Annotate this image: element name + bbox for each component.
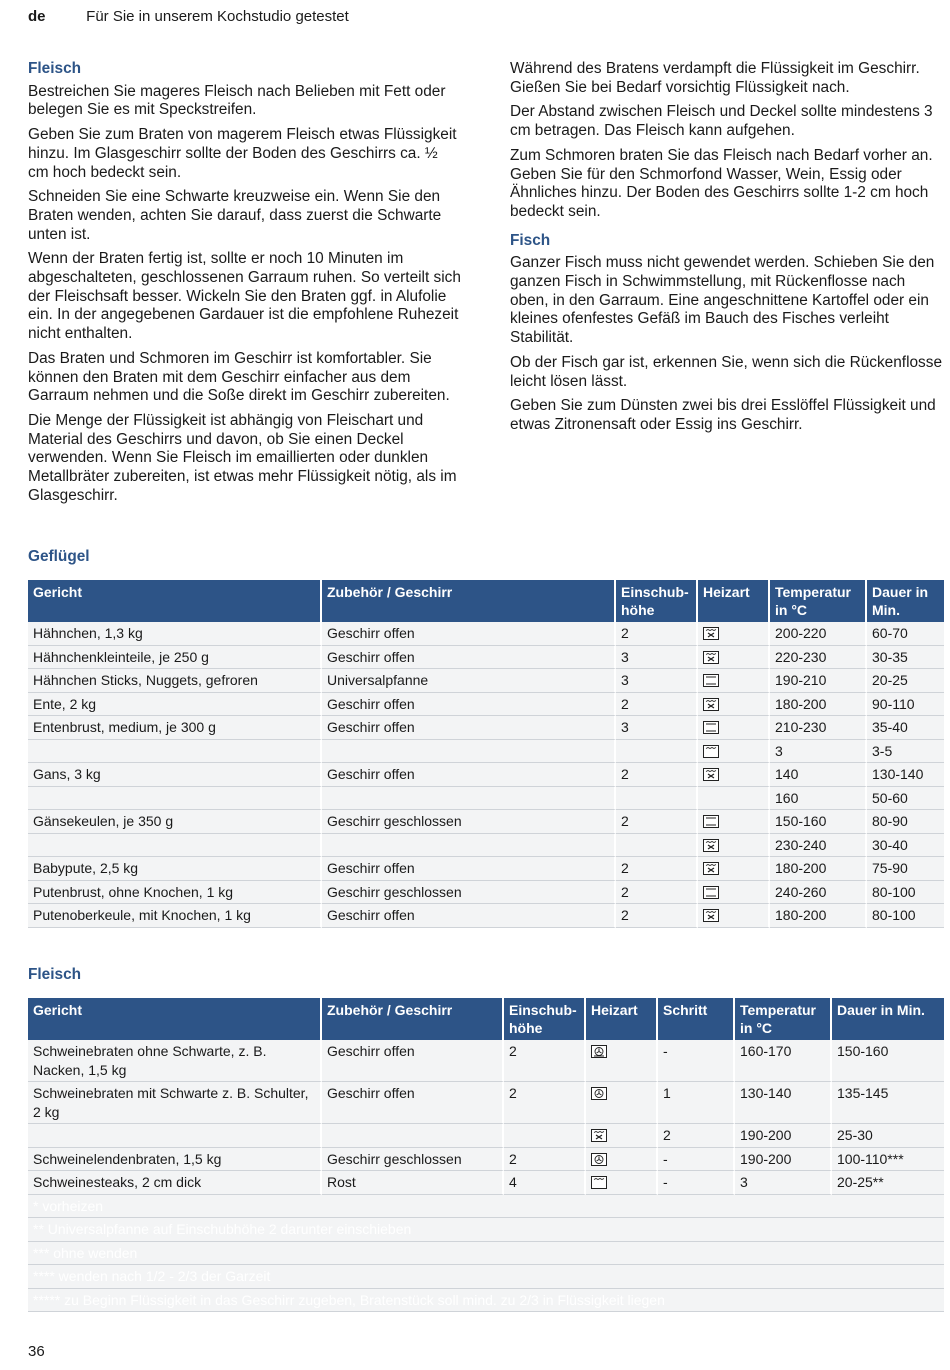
column-header: Zubehör / Geschirr [322, 580, 616, 622]
shelf-level-cell: 2 [616, 857, 698, 881]
column-header: Temperatur in °C [735, 998, 832, 1040]
heating-mode-cell [698, 740, 770, 764]
column-header: Schritt [658, 998, 735, 1040]
footnote-row [28, 1289, 944, 1313]
accessory-cell: Geschirr offen [322, 1082, 504, 1124]
column-header: Temperatur in °C [770, 580, 867, 622]
duration-cell: 35-40 [867, 716, 944, 740]
paragraph: Zum Schmoren braten Sie das Fleisch nach Bedarf vorher an. Geben Sie für den Schmorfond Wasser, Wein, Essig oder Ähnliches hinzu. Der Boden des Geschirrs sollte 1-2 cm hoch bedeckt sein. [510, 146, 933, 220]
column-header: Einschub-höhe [616, 580, 698, 622]
duration-cell: 150-160 [832, 1040, 944, 1082]
heating-mode-cell [698, 787, 770, 811]
temperature-cell: 3 [735, 1171, 832, 1195]
table-row [28, 1082, 944, 1124]
table-row [28, 1171, 944, 1195]
heating-mode-cell [586, 1082, 658, 1124]
accessory-cell: Geschirr geschlossen [322, 810, 616, 834]
meat-heading: Fleisch [28, 60, 82, 77]
shelf-level-cell [504, 1124, 586, 1148]
heating-mode-cell [586, 1148, 658, 1172]
accessory-cell: Rost [322, 1171, 504, 1195]
step-cell: - [658, 1148, 735, 1172]
temperature-cell: 130-140 [735, 1082, 832, 1124]
duration-cell: 90-110 [867, 693, 944, 717]
shelf-level-cell: 2 [504, 1148, 586, 1172]
accessory-cell [322, 834, 616, 858]
circulating-air-icon [591, 1043, 607, 1059]
dish-cell: Gänsekeulen, je 350 g [28, 810, 322, 834]
poultry-table [28, 580, 944, 928]
accessory-cell: Geschirr offen [322, 693, 616, 717]
duration-cell: 130-140 [867, 763, 944, 787]
column-header: Gericht [28, 580, 322, 622]
table-row [28, 1040, 944, 1082]
shelf-level-cell: 2 [504, 1040, 586, 1082]
top-bottom-heat-icon [703, 672, 719, 688]
step-cell: - [658, 1040, 735, 1082]
footnote-row [28, 1242, 944, 1266]
accessory-cell: Geschirr offen [322, 763, 616, 787]
heating-mode-cell [698, 904, 770, 928]
grill-fan-icon [703, 837, 719, 853]
step-cell: 2 [658, 1124, 735, 1148]
paragraph: Ganzer Fisch muss nicht gewendet werden. Schieben Sie den ganzen Fisch in Schwimmstellung, mit Rückenflosse nach oben, in den Garraum. Eine angeschnittene Kartoffel oder ein kleines ofenfestes Gefäß im Bauch des Fisches verleiht Stabilität. [510, 254, 935, 347]
shelf-level-cell: 2 [616, 810, 698, 834]
grill-fan-icon [591, 1127, 607, 1143]
dish-cell: Schweinebraten ohne Schwarte, z. B. Nacken, 1,5 kg [28, 1040, 322, 1082]
table-row [28, 646, 944, 670]
header-title: Für Sie in unserem Kochstudio getestet [86, 8, 349, 25]
temperature-cell: 160 [770, 787, 867, 811]
table-row [28, 787, 944, 811]
table-row [28, 1124, 944, 1148]
table-row [28, 622, 944, 646]
duration-cell: 50-60 [867, 787, 944, 811]
table-row [28, 881, 944, 905]
table-row [28, 693, 944, 717]
paragraph: Wenn der Braten fertig ist, sollte er noch 10 Minuten im abgeschalteten, geschlossenen Garraum ruhen. So verteilt sich der Fleischsaft besser. Wickeln Sie den Braten ggf. in Alufolie ein. In der angegebenen Gardauer ist die empfohlene Ruhezeit nicht enthalten. [28, 250, 461, 343]
table-row [28, 1148, 944, 1172]
shelf-level-cell: 3 [616, 646, 698, 670]
paragraph: Das Braten und Schmoren im Geschirr ist komfortabler. Sie können den Braten mit dem Geschirr einfacher aus dem Garraum nehmen und die Soße direkt im Geschirr zubereiten. [28, 349, 450, 405]
temperature-cell: 220-230 [770, 646, 867, 670]
dish-cell: Hähnchen Sticks, Nuggets, gefroren [28, 669, 322, 693]
table-row [28, 857, 944, 881]
shelf-level-cell: 3 [616, 716, 698, 740]
footnote: ** Universalpfanne auf Einschubhöhe 2 darunter einschieben [28, 1218, 944, 1242]
page-number: 36 [28, 1343, 45, 1360]
meat-table-title: Fleisch [28, 966, 82, 983]
grill-fan-icon [703, 907, 719, 923]
column-header: Gericht [28, 998, 322, 1040]
paragraph: Ob der Fisch gar ist, erkennen Sie, wenn sich die Rückenflosse leicht lösen lässt. [510, 353, 943, 390]
footnote: ***** zu Beginn Flüssigkeit in das Geschirr zugeben, Bratenstück soll mind. zu 2/3 in Flüssigkeit liegen [28, 1289, 944, 1313]
shelf-level-cell: 2 [616, 881, 698, 905]
hot-air-icon [591, 1151, 607, 1167]
temperature-cell: 240-260 [770, 881, 867, 905]
dish-cell: Schweinesteaks, 2 cm dick [28, 1171, 322, 1195]
accessory-cell: Geschirr offen [322, 857, 616, 881]
accessory-cell: Geschirr geschlossen [322, 881, 616, 905]
accessory-cell [322, 1124, 504, 1148]
paragraph: Bestreichen Sie mageres Fleisch nach Belieben mit Fett oder belegen Sie es mit Speckstreifen. [28, 82, 446, 119]
duration-cell: 3-5 [867, 740, 944, 764]
heating-mode-cell [698, 693, 770, 717]
footnote-row [28, 1265, 944, 1289]
shelf-level-cell: 2 [504, 1082, 586, 1124]
footnote: **** wenden nach 1/2 - 2/3 der Garzeit [28, 1265, 944, 1289]
heating-mode-cell [586, 1171, 658, 1195]
dish-cell: Ente, 2 kg [28, 693, 322, 717]
dish-cell: Schweinebraten mit Schwarte z. B. Schulter, 2 kg [28, 1082, 322, 1124]
duration-cell: 60-70 [867, 622, 944, 646]
shelf-level-cell [616, 787, 698, 811]
dish-cell: Putenoberkeule, mit Knochen, 1 kg [28, 904, 322, 928]
duration-cell: 135-145 [832, 1082, 944, 1124]
heating-mode-cell [698, 646, 770, 670]
temperature-cell: 190-200 [735, 1148, 832, 1172]
duration-cell: 30-40 [867, 834, 944, 858]
footnote-row [28, 1195, 944, 1219]
duration-cell: 80-90 [867, 810, 944, 834]
heating-mode-cell [586, 1124, 658, 1148]
heating-mode-cell [586, 1040, 658, 1082]
temperature-cell: 180-200 [770, 693, 867, 717]
table-row [28, 716, 944, 740]
shelf-level-cell: 2 [616, 622, 698, 646]
heating-mode-cell [698, 810, 770, 834]
duration-cell: 20-25** [832, 1171, 944, 1195]
heating-mode-cell [698, 857, 770, 881]
temperature-cell: 140 [770, 763, 867, 787]
temperature-cell: 190-200 [735, 1124, 832, 1148]
dish-cell: Hähnchenkleinteile, je 250 g [28, 646, 322, 670]
paragraph: Die Menge der Flüssigkeit ist abhängig von Fleischart und Material des Geschirrs und davon, ob Sie einen Deckel verwenden. Wenn Sie Fleisch im emaillierten oder dunklen Metallbräter zubereiten, ist etwas mehr Flüssigkeit nötig, als im Glasgeschirr. [28, 411, 457, 504]
shelf-level-cell: 2 [616, 693, 698, 717]
footnote: *** ohne wenden [28, 1242, 944, 1266]
heating-mode-cell [698, 881, 770, 905]
table-row [28, 763, 944, 787]
heating-mode-cell [698, 622, 770, 646]
shelf-level-cell: 3 [616, 669, 698, 693]
page-header [28, 8, 349, 25]
paragraph: Während des Bratens verdampft die Flüssigkeit im Geschirr. Gießen Sie bei Bedarf vorsichtig Flüssigkeit nach. [510, 60, 920, 96]
dish-cell: Entenbrust, medium, je 300 g [28, 716, 322, 740]
dish-cell [28, 834, 322, 858]
hot-air-icon [591, 1085, 607, 1101]
duration-cell: 20-25 [867, 669, 944, 693]
grill-fan-icon [703, 766, 719, 782]
duration-cell: 80-100 [867, 881, 944, 905]
top-bottom-heat-icon [703, 719, 719, 735]
language-code: de [28, 8, 46, 25]
heating-mode-cell [698, 763, 770, 787]
paragraph: Geben Sie zum Dünsten zwei bis drei Esslöffel Flüssigkeit und etwas Zitronensaft oder Essig ins Geschirr. [510, 397, 936, 433]
step-cell: - [658, 1171, 735, 1195]
heating-mode-cell [698, 716, 770, 740]
dish-cell: Gans, 3 kg [28, 763, 322, 787]
left-text-column [28, 60, 462, 511]
temperature-cell: 200-220 [770, 622, 867, 646]
step-cell: 1 [658, 1082, 735, 1124]
shelf-level-cell: 2 [616, 763, 698, 787]
accessory-cell: Geschirr geschlossen [322, 1148, 504, 1172]
shelf-level-cell [616, 834, 698, 858]
duration-cell: 100-110*** [832, 1148, 944, 1172]
footnote: * vorheizen [28, 1195, 944, 1219]
dish-cell [28, 740, 322, 764]
column-header: Zubehör / Geschirr [322, 998, 504, 1040]
grill-fan-icon [703, 625, 719, 641]
accessory-cell: Geschirr offen [322, 904, 616, 928]
column-header: Heizart [586, 998, 658, 1040]
temperature-cell: 230-240 [770, 834, 867, 858]
table-row [28, 669, 944, 693]
temperature-cell: 180-200 [770, 904, 867, 928]
accessory-cell: Geschirr offen [322, 646, 616, 670]
meat-table [28, 998, 944, 1312]
accessory-cell: Geschirr offen [322, 1040, 504, 1082]
accessory-cell [322, 787, 616, 811]
column-header: Einschub-höhe [504, 998, 586, 1040]
table-row [28, 834, 944, 858]
temperature-cell: 180-200 [770, 857, 867, 881]
heating-mode-cell [698, 834, 770, 858]
table-row [28, 904, 944, 928]
top-bottom-heat-icon [703, 813, 719, 829]
temperature-cell: 160-170 [735, 1040, 832, 1082]
dish-cell: Putenbrust, ohne Knochen, 1 kg [28, 881, 322, 905]
accessory-cell: Universalpfanne [322, 669, 616, 693]
right-text-column [510, 60, 944, 441]
accessory-cell: Geschirr offen [322, 716, 616, 740]
grill-fan-icon [703, 696, 719, 712]
paragraph: Der Abstand zwischen Fleisch und Deckel sollte mindestens 3 cm betragen. Das Fleisch kann aufgehen. [510, 103, 933, 140]
accessory-cell: Geschirr offen [322, 622, 616, 646]
duration-cell: 75-90 [867, 857, 944, 881]
fish-heading: Fisch [510, 231, 551, 249]
footnote-row [28, 1218, 944, 1242]
grill-fan-icon [703, 860, 719, 876]
accessory-cell [322, 740, 616, 764]
grill-icon [591, 1174, 607, 1190]
duration-cell: 80-100 [867, 904, 944, 928]
dish-cell: Schweinelendenbraten, 1,5 kg [28, 1148, 322, 1172]
duration-cell: 30-35 [867, 646, 944, 670]
temperature-cell: 190-210 [770, 669, 867, 693]
temperature-cell: 150-160 [770, 810, 867, 834]
poultry-table-title: Geflügel [28, 548, 90, 565]
grill-fan-icon [703, 649, 719, 665]
dish-cell [28, 1124, 322, 1148]
paragraph: Geben Sie zum Braten von magerem Fleisch etwas Flüssigkeit hinzu. Im Glasgeschirr sollte der Boden des Geschirrs ca. ½ cm hoch bedeckt sein. [28, 126, 457, 181]
temperature-cell: 3 [770, 740, 867, 764]
shelf-level-cell [616, 740, 698, 764]
column-header: Heizart [698, 580, 770, 622]
top-bottom-heat-icon [703, 884, 719, 900]
dish-cell [28, 787, 322, 811]
shelf-level-cell: 2 [616, 904, 698, 928]
dish-cell: Hähnchen, 1,3 kg [28, 622, 322, 646]
table-row [28, 740, 944, 764]
table-row [28, 810, 944, 834]
heating-mode-cell [698, 669, 770, 693]
column-header: Dauer in Min. [867, 580, 944, 622]
paragraph: Schneiden Sie eine Schwarte kreuzweise ein. Wenn Sie den Braten wenden, achten Sie darauf, dass zuerst die Schwarte unten ist. [28, 188, 442, 243]
grill-icon [703, 743, 719, 759]
duration-cell: 25-30 [832, 1124, 944, 1148]
temperature-cell: 210-230 [770, 716, 867, 740]
shelf-level-cell: 4 [504, 1171, 586, 1195]
dish-cell: Babypute, 2,5 kg [28, 857, 322, 881]
column-header: Dauer in Min. [832, 998, 944, 1040]
